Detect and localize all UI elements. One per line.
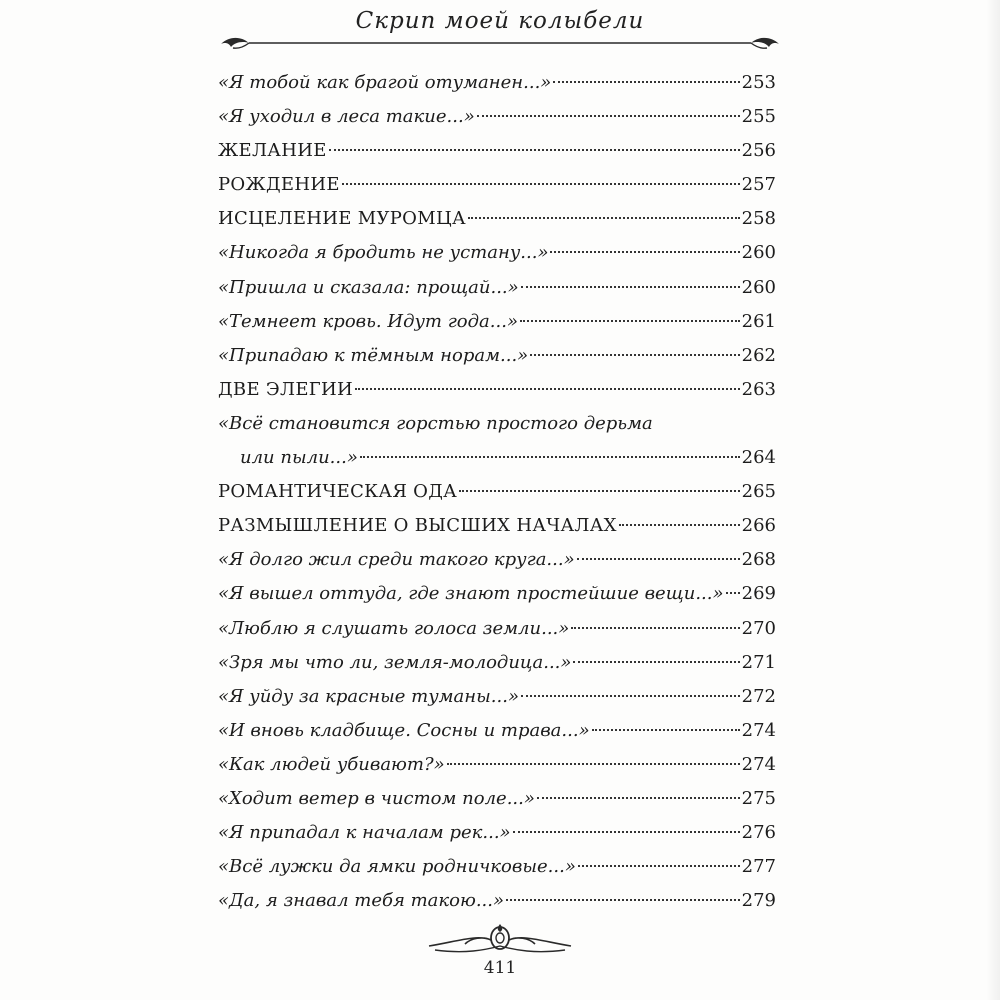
- toc-entry-title: «И вновь кладбище. Сосны и трава...»: [218, 719, 590, 741]
- toc-entry-title: «Я тобой как брагой отуманен...»: [218, 72, 552, 93]
- toc-entry[interactable]: [218, 509, 776, 543]
- toc-entry-page: 262: [741, 344, 776, 366]
- toc-entry[interactable]: [218, 782, 776, 816]
- toc-entry-page: 270: [741, 617, 776, 639]
- toc-entry-title: «Пришла и сказала: прощай...»: [218, 276, 519, 298]
- toc-leader-dots: [592, 729, 740, 731]
- toc-entry-title: РАЗМЫШЛЕНИЕ О ВЫСШИХ НАЧАЛАХ: [218, 515, 617, 537]
- toc-entry-page: 272: [741, 685, 776, 707]
- toc-entry[interactable]: [218, 407, 776, 441]
- toc-leader-dots: [342, 183, 740, 185]
- toc-leader-dots: [521, 286, 740, 288]
- toc-entry[interactable]: [218, 612, 776, 646]
- toc-entry-title: или пыли...»: [240, 447, 358, 469]
- toc-entry[interactable]: [218, 236, 776, 270]
- toc-entry[interactable]: [218, 441, 776, 475]
- toc-leader-dots: [355, 388, 740, 390]
- toc-entry-title: «Как людей убивают?»: [218, 753, 445, 775]
- toc-entry-page: 253: [741, 72, 776, 93]
- toc-entry[interactable]: [218, 339, 776, 373]
- toc-entry-title: ЖЕЛАНИЕ: [218, 140, 327, 162]
- toc-entry-title: РОМАНТИЧЕСКАЯ ОДА: [218, 481, 458, 503]
- toc-entry-title: «Всё лужки да ямки родничковые...»: [218, 856, 576, 878]
- toc-entry-page: 271: [741, 651, 776, 673]
- toc-entry-page: 277: [741, 856, 776, 878]
- toc-leader-dots: [520, 320, 740, 322]
- toc-entry-title: «Я долго жил среди такого круга...»: [218, 549, 575, 571]
- toc-entry-page: 256: [741, 140, 776, 162]
- toc-entry-title: ДВЕ ЭЛЕГИИ: [218, 378, 353, 400]
- toc-entry-page: 274: [741, 719, 776, 741]
- running-header: [215, 0, 785, 60]
- toc-leader-dots: [506, 899, 740, 901]
- toc-leader-dots: [577, 558, 740, 560]
- toc-entry[interactable]: [218, 202, 776, 236]
- toc-entry[interactable]: [218, 100, 776, 134]
- toc-entry-page: 275: [741, 787, 776, 809]
- toc-leader-dots: [553, 81, 739, 83]
- toc-entry-title: «Я уйду за красные туманы...»: [218, 685, 519, 707]
- toc-leader-dots: [513, 831, 740, 833]
- page-edge-shadow: [986, 0, 1000, 1000]
- toc-leader-dots: [459, 490, 740, 492]
- toc-entry[interactable]: [218, 680, 776, 714]
- toc-entry-page: 257: [741, 174, 776, 196]
- toc-entry-title: «Никогда я бродить не устану...»: [218, 242, 549, 264]
- toc-entry-page: 269: [741, 583, 776, 605]
- toc-entry-title: «Я вышел оттуда, где знают простейшие вещи...»: [218, 583, 724, 605]
- toc-leader-dots: [537, 797, 740, 799]
- toc-leader-dots: [573, 661, 739, 663]
- toc-entry[interactable]: [218, 475, 776, 509]
- toc-entry-page: 276: [741, 822, 776, 844]
- toc-leader-dots: [477, 115, 740, 117]
- toc-leader-dots: [521, 695, 740, 697]
- toc-leader-dots: [571, 627, 739, 629]
- toc-leader-dots: [726, 592, 740, 594]
- header-ornament-rule: [215, 32, 785, 54]
- toc-entry-page: 261: [741, 310, 776, 332]
- toc-entry-title: «Я уходил в леса такие...»: [218, 106, 475, 128]
- footer-ornament: [425, 920, 575, 960]
- toc-entry-title: «Припадаю к тёмным норам...»: [218, 344, 529, 366]
- page-number: 411: [483, 958, 517, 978]
- toc-leader-dots: [329, 149, 740, 151]
- toc-entry-title: РОЖДЕНИЕ: [218, 174, 340, 196]
- toc-entry-page: 258: [741, 208, 776, 230]
- toc-leader-dots: [468, 217, 740, 219]
- toc-entry[interactable]: [218, 884, 776, 918]
- toc-entry-title: «Всё становится горстью простого дерьма: [218, 412, 653, 434]
- running-title: Скрип моей колыбели: [355, 8, 645, 34]
- toc-leader-dots: [578, 865, 740, 867]
- toc-entry[interactable]: [218, 168, 776, 202]
- toc-entry[interactable]: [218, 577, 776, 611]
- toc-entry[interactable]: [218, 816, 776, 850]
- toc-entry-title: «Люблю я слушать голоса земли...»: [218, 617, 570, 639]
- toc-entry-title: «Ходит ветер в чистом поле...»: [218, 787, 535, 809]
- toc-entry-title: ИСЦЕЛЕНИЕ МУРОМЦА: [218, 208, 466, 230]
- toc-entry[interactable]: [218, 373, 776, 407]
- toc-entry[interactable]: [218, 646, 776, 680]
- toc-entry[interactable]: [218, 271, 776, 305]
- toc-entry[interactable]: [218, 66, 776, 100]
- toc-entry-page: 274: [741, 753, 776, 775]
- toc-leader-dots: [530, 354, 739, 356]
- toc-entry-page: 265: [741, 481, 776, 503]
- toc-entry[interactable]: [218, 748, 776, 782]
- toc-leader-dots: [550, 251, 739, 253]
- toc-entry-title: «Темнеет кровь. Идут года...»: [218, 310, 518, 332]
- toc-entry-page: 263: [741, 378, 776, 400]
- toc-entry[interactable]: [218, 543, 776, 577]
- toc-leader-dots: [447, 763, 740, 765]
- toc-entry-page: 279: [741, 890, 776, 912]
- toc-entry-page: 264: [741, 447, 776, 469]
- toc-entry-title: «Да, я знавал тебя такою...»: [218, 890, 505, 912]
- toc-entry-page: 260: [741, 242, 776, 264]
- toc-leader-dots: [360, 456, 740, 458]
- toc-entry-title: «Зря мы что ли, земля-молодица...»: [218, 651, 572, 673]
- toc-entry[interactable]: [218, 714, 776, 748]
- toc-entry-page: 266: [741, 515, 776, 537]
- toc-entry[interactable]: [218, 850, 776, 884]
- table-of-contents: [218, 66, 776, 918]
- toc-leader-dots: [619, 524, 740, 526]
- toc-entry[interactable]: [218, 134, 776, 168]
- toc-entry-page: 260: [741, 276, 776, 298]
- toc-entry-page: 268: [741, 549, 776, 571]
- toc-entry[interactable]: [218, 305, 776, 339]
- toc-entry-title: «Я припадал к началам рек...»: [218, 822, 511, 844]
- toc-entry-page: 255: [741, 106, 776, 128]
